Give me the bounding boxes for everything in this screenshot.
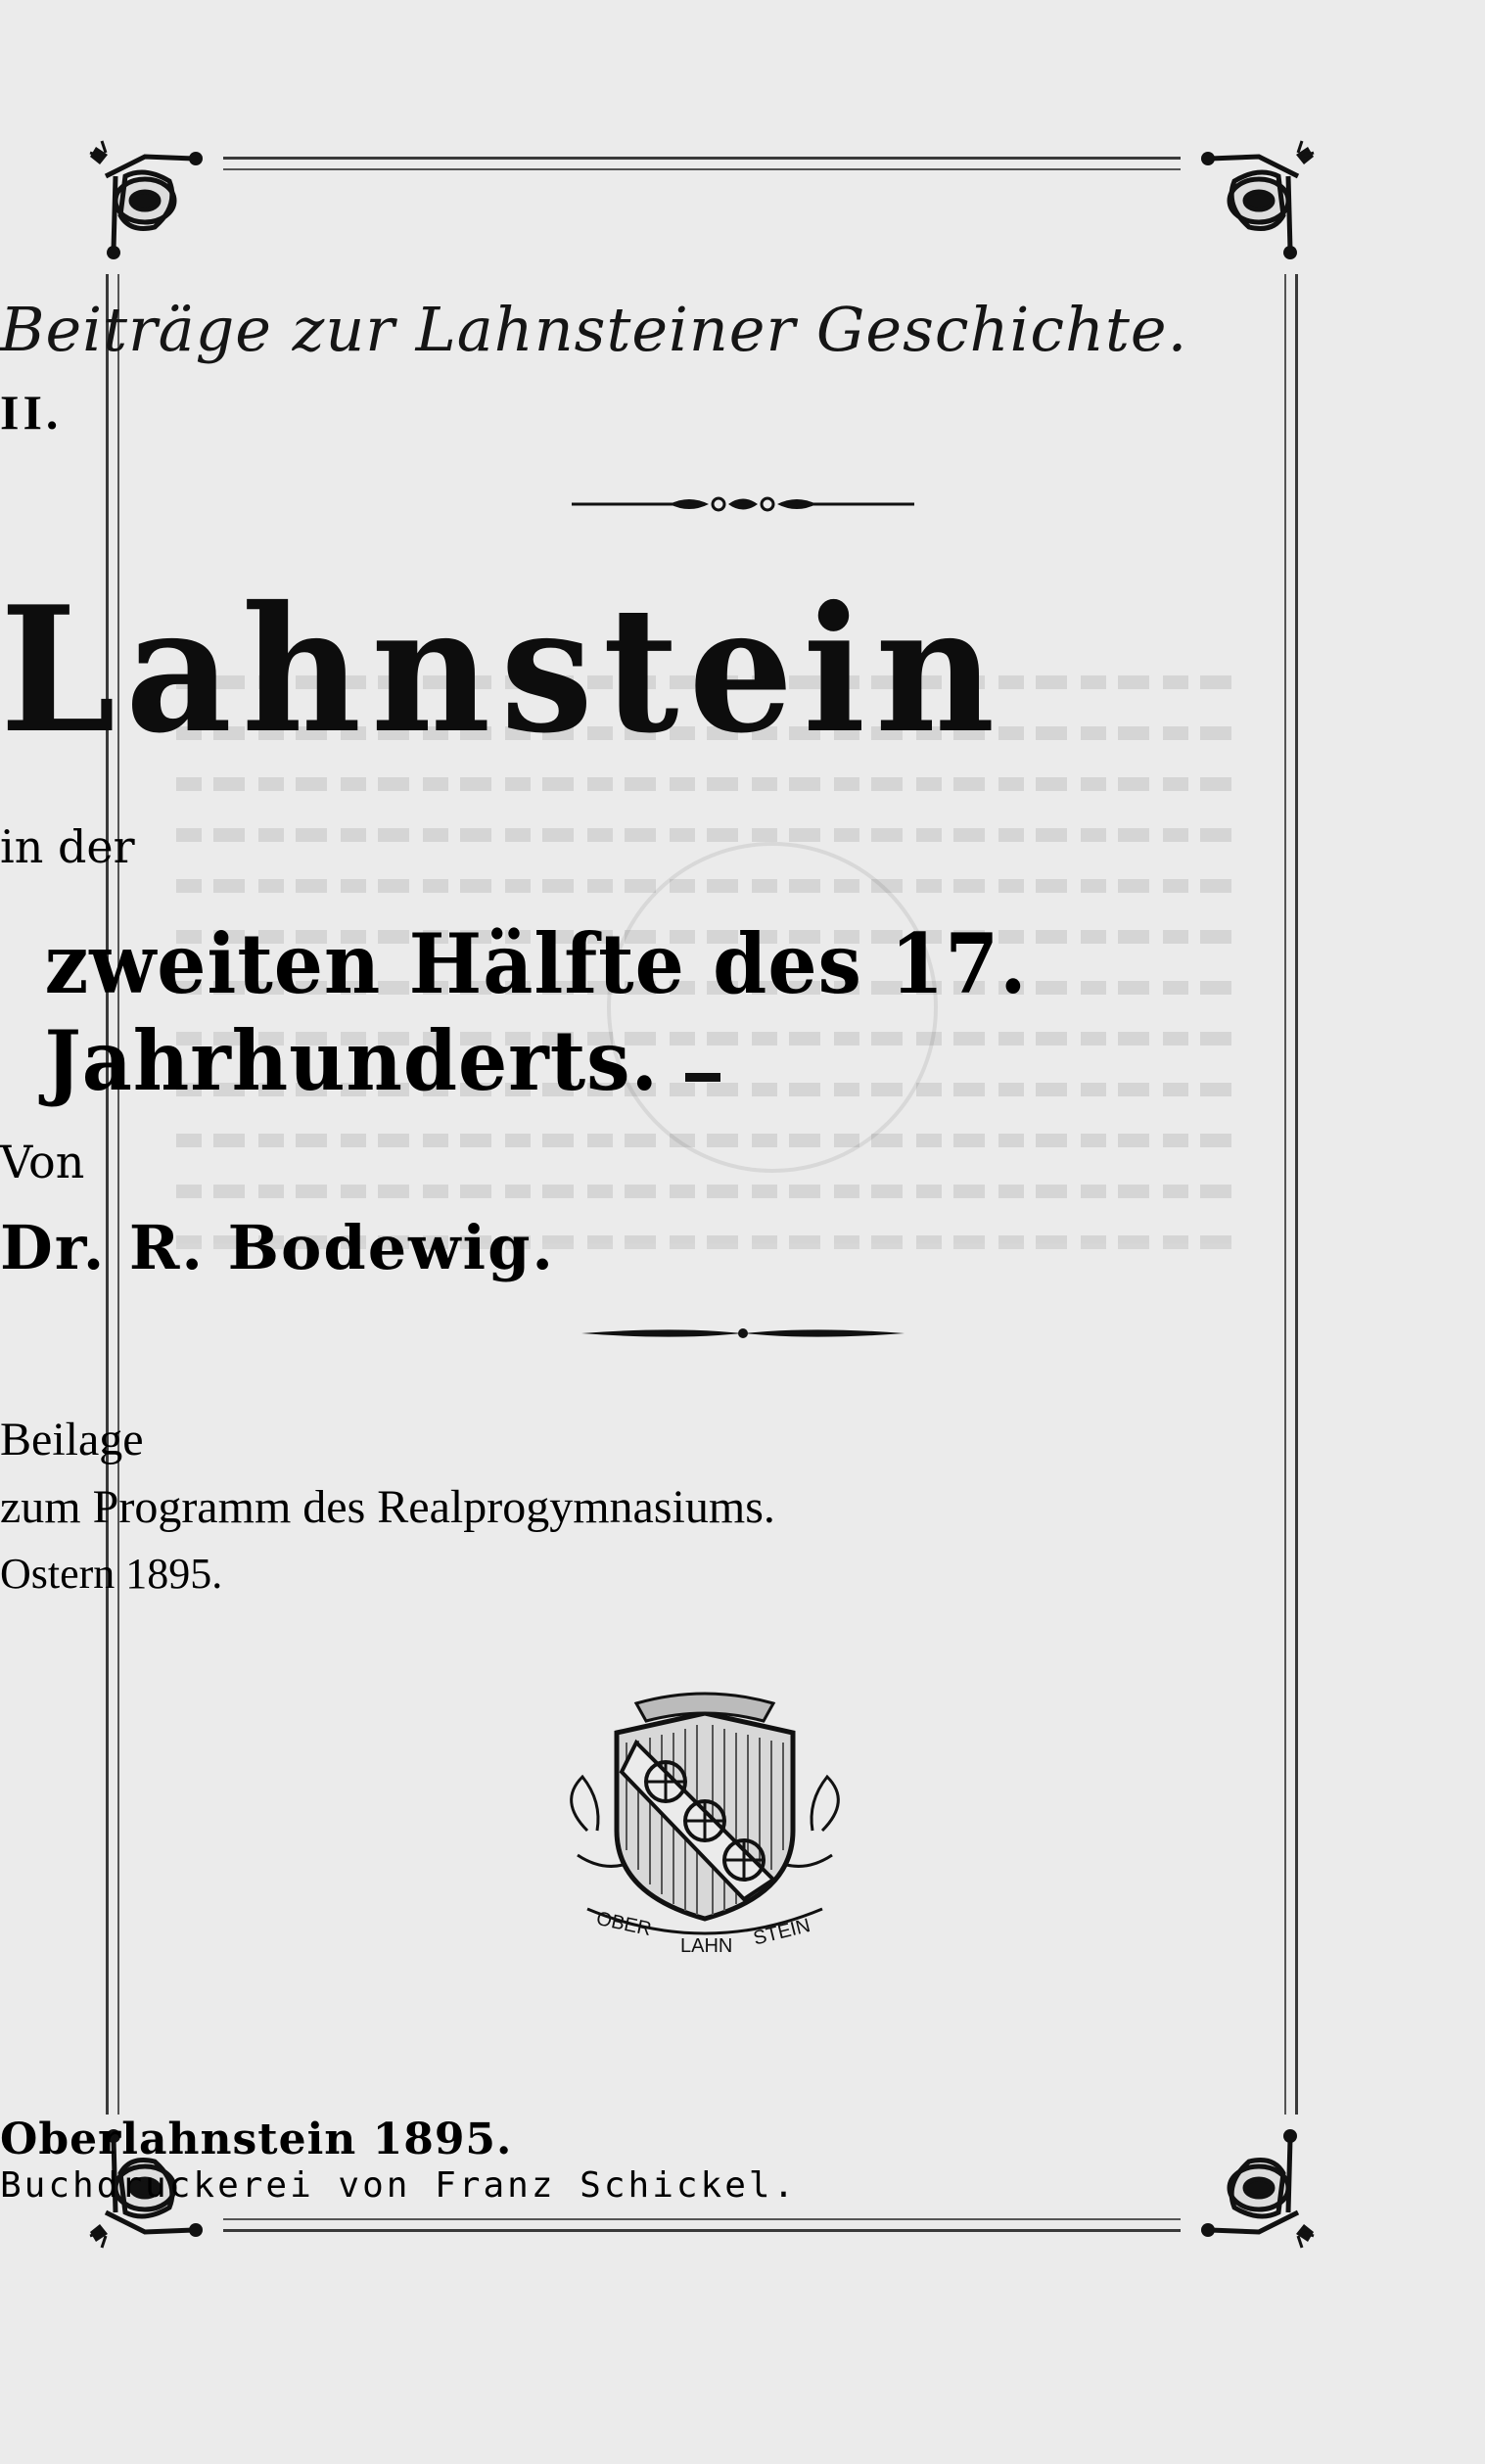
separator-dash [685, 1073, 720, 1082]
series-title: Beiträge zur Lahnsteiner Geschichte. [0, 294, 1188, 365]
title-connector: in der [0, 820, 135, 873]
supplement-label: Beilage [0, 1414, 144, 1465]
author-prefix: Von [0, 1136, 85, 1188]
ornamental-rule-bottom [0, 1322, 1485, 1350]
printer-line: Buchdruckerei von Franz Schickel. [0, 2165, 798, 2206]
program-line: zum Programm des Realprogymnasiums. [0, 1481, 775, 1533]
ornamental-rule-top [0, 489, 1485, 524]
crest-inscription-stein: STEIN [751, 1914, 812, 1950]
corner-ornament-top-left [86, 137, 223, 274]
date-line: Ostern 1895. [0, 1550, 223, 1598]
crest-inscription-ober: OBER [594, 1907, 654, 1941]
author-name: Dr. R. Bodewig. [0, 1212, 556, 1283]
coat-of-arms [548, 1684, 861, 1968]
subtitle: zweiten Hälfte des 17. Jahrhunderts. [44, 915, 1028, 1109]
volume-number: II. [0, 385, 63, 440]
main-title: Lahnstein [0, 568, 1005, 771]
corner-ornament-top-right [1181, 137, 1318, 274]
publication-place: Oberlahnstein 1895. [0, 2115, 513, 2164]
crest-inscription-lahn: LAHN [680, 1935, 733, 1957]
